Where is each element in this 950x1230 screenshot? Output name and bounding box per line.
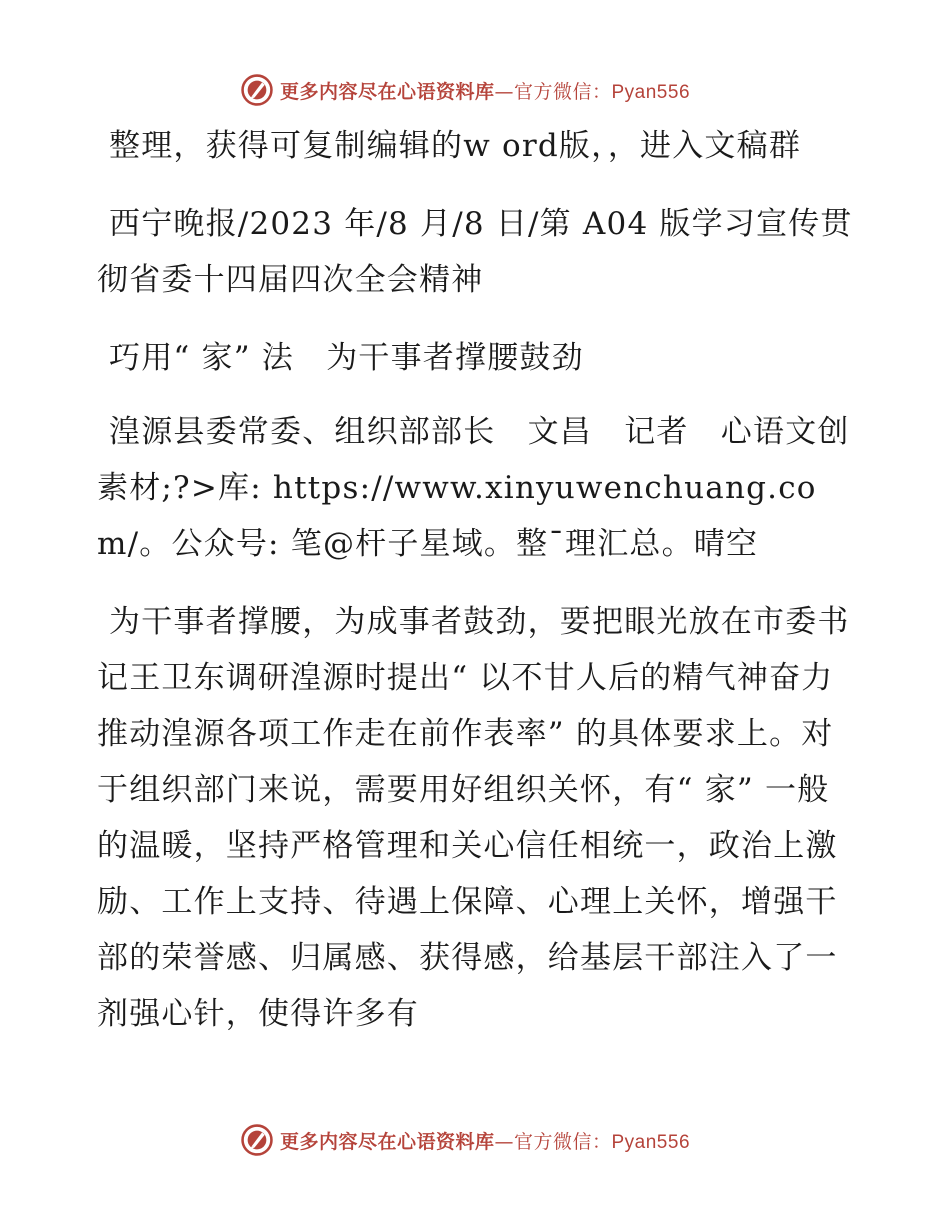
- watermark-main-text: 更多内容尽在心语资料库: [279, 80, 495, 103]
- watermark-dash: —: [494, 80, 514, 103]
- watermark-wechat-id: Pyan556: [611, 81, 691, 103]
- paragraph-body: 为干事者撑腰，为成事者鼓劲，要把眼光放在市委书记王卫东调研湟源时提出“ 以不甘人后的精气神奋力推动湟源各项工作走在前作表率” 的具体要求上。对于组织部门来说，需要用好组织关怀，有“ 家” 一般的温暖，坚持严格管理和关心信任相统一，政治上激励、工作上支持、待遇上保障、心理上关怀，增强干部的荣誉感、归属感、获得感，给基层干部注入了一剂强心针，使得许多有: [97, 604, 850, 1032]
- pen-logo-icon: [240, 73, 274, 107]
- watermark-group: [240, 73, 690, 107]
- pen-logo-icon: [240, 1123, 274, 1157]
- watermark-dash: —: [494, 1130, 514, 1153]
- paragraph-intro: 整理，获得可复制编辑的w ord版，，进入文稿群: [109, 128, 802, 164]
- watermark-sub-text: 官方微信：: [513, 1130, 612, 1153]
- watermark-banner-top: [0, 70, 950, 110]
- watermark-banner-bottom: [0, 1120, 950, 1160]
- watermark-group: [240, 1123, 690, 1157]
- document-body: [97, 118, 857, 1064]
- watermark-main-text: 更多内容尽在心语资料库: [279, 1130, 495, 1153]
- watermark-wechat-id: Pyan556: [611, 1131, 691, 1153]
- paragraph-byline: 湟源县委常委、组织部部长 文昌 记者 心语文创素材;?>库: https://www.xinyuwenchuang.com/。公众号: 笔@杆子星域。整¯理汇总。晴空: [97, 414, 850, 562]
- paragraph-source: 西宁晚报/2023 年/8 月/8 日/第 A04 版学习宣传贯彻省委十四届四次全会精神: [97, 206, 853, 298]
- article-title: 巧用“ 家” 法 为干事者撑腰鼓劲: [109, 340, 584, 376]
- watermark-sub-text: 官方微信：: [513, 80, 612, 103]
